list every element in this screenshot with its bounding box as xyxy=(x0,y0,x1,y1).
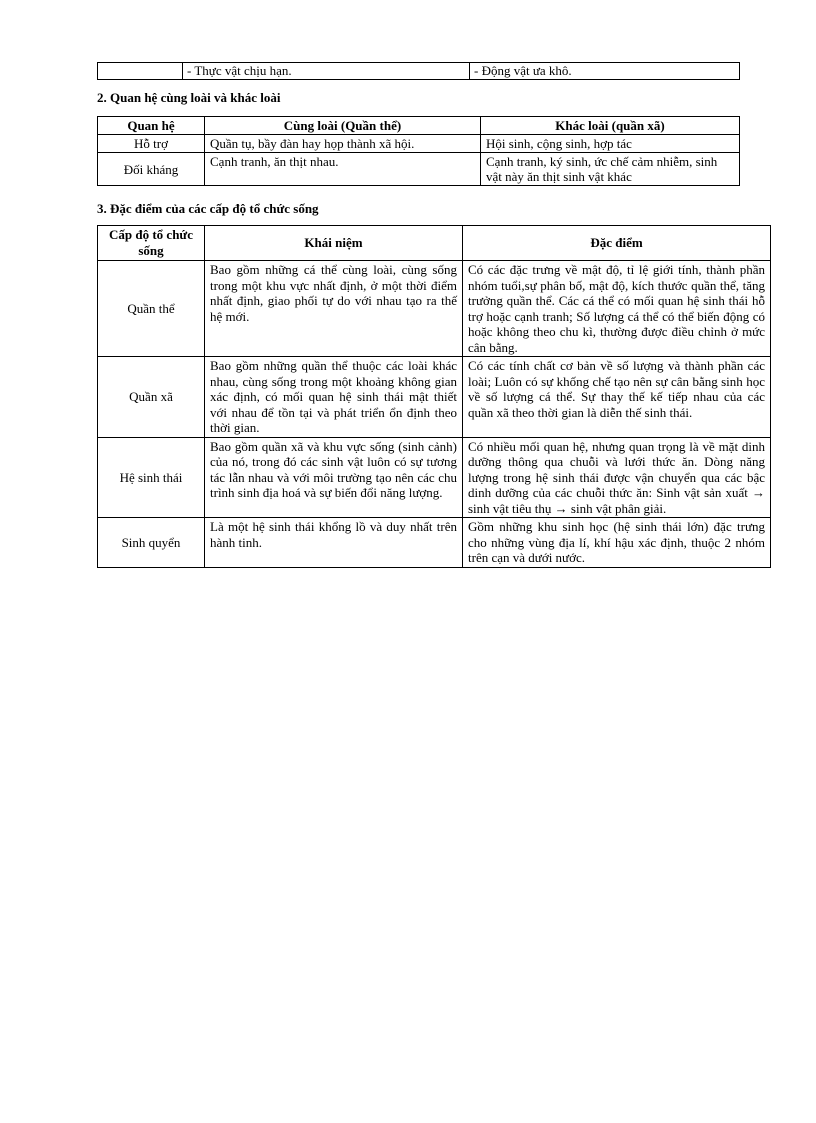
concept-cell: Bao gồm những quần thể thuộc các loài khác nhau, cùng sống trong một khoảng không gian xác định, có mối quan hệ sinh thái mật thiết với nhau để tồn tại và phát triển ổn định theo thời gian. xyxy=(205,357,463,438)
column-header: Đặc điểm xyxy=(463,226,771,261)
level-cell: Quần thể xyxy=(98,261,205,357)
relation-cell: Hỗ trợ xyxy=(98,135,205,153)
table-row xyxy=(98,518,771,568)
relation-cell: Đối kháng xyxy=(98,153,205,186)
level-cell: Quần xã xyxy=(98,357,205,438)
table-cell: - Thực vật chịu hạn. xyxy=(183,63,470,80)
table-row xyxy=(98,437,771,518)
table-cell: - Động vật ưa khô. xyxy=(470,63,740,80)
features-cell: Có nhiều mối quan hệ, nhưng quan trọng là về mặt dinh dưỡng thông qua chuỗi và lưới thức ăn. Dòng năng lượng trong hệ sinh thái được vận chuyển qua các bậc dinh dưỡng của các chuỗi thức ăn: Sinh vật sản xuất → sinh vật tiêu thụ → sinh vật phân giải. xyxy=(463,437,771,518)
table-row xyxy=(98,63,740,80)
table-row xyxy=(98,135,740,153)
level-cell: Hệ sinh thái xyxy=(98,437,205,518)
column-header: Cùng loài (Quần thể) xyxy=(205,117,481,135)
section-heading: 3. Đặc điểm của các cấp độ tổ chức sống xyxy=(97,201,319,216)
concept-cell: Bao gồm quần xã và khu vực sống (sinh cảnh) của nó, trong đó các sinh vật luôn có sự tương tác lẫn nhau và với môi trường tạo nên các chu trình sinh địa hoá và sự biến đổi năng lượng. xyxy=(205,437,463,518)
column-header: Cấp độ tổ chức sống xyxy=(98,226,205,261)
concept-cell: Là một hệ sinh thái khổng lồ và duy nhất trên hành tinh. xyxy=(205,518,463,568)
table-header-row xyxy=(98,117,740,135)
table-row xyxy=(98,153,740,186)
relationship-table xyxy=(97,116,740,186)
table-cell: Quần tụ, bầy đàn hay họp thành xã hội. xyxy=(205,135,481,153)
continuation-table xyxy=(97,62,740,80)
table-cell: Cạnh tranh, ăn thịt nhau. xyxy=(205,153,481,186)
column-header: Khác loài (quần xã) xyxy=(481,117,740,135)
section-heading: 2. Quan hệ cùng loài và khác loài xyxy=(97,90,281,105)
table-row xyxy=(98,357,771,438)
features-cell: Có các tính chất cơ bản về số lượng và thành phần các loài; Luôn có sự khống chế tạo nên sự cân bằng sinh học về số lượng cá thể. Sự thay thế kế tiếp nhau của các quần xã theo thời gian là diễn thế sinh thái. xyxy=(463,357,771,438)
column-header: Quan hệ xyxy=(98,117,205,135)
table-header-row xyxy=(98,226,771,261)
table-cell: Hội sinh, cộng sinh, hợp tác xyxy=(481,135,740,153)
column-header: Khái niệm xyxy=(205,226,463,261)
features-cell: Có các đặc trưng về mật độ, tỉ lệ giới tính, thành phần nhóm tuổi,sự phân bố, mật độ, kích thước quần thể, tăng trưởng quần thể. Các cá thể có mối quan hệ sinh thái hỗ trợ hoặc cạnh tranh; Số lượng cá thể có thể biến động có hoặc không theo chu kì, thường được điều chỉnh ở mức cân bằng. xyxy=(463,261,771,357)
table-row xyxy=(98,261,771,357)
concept-cell: Bao gồm những cá thể cùng loài, cùng sống trong một khu vực nhất định, ở một thời điểm nhất định, giao phối tự do với nhau tạo ra thế hệ mới. xyxy=(205,261,463,357)
table-cell: Cạnh tranh, ký sinh, ức chế cảm nhiễm, sinh vật này ăn thịt sinh vật khác xyxy=(481,153,740,186)
organization-levels-table xyxy=(97,225,771,568)
table-cell-empty xyxy=(98,63,183,80)
features-cell: Gồm những khu sinh học (hệ sinh thái lớn) đặc trưng cho những vùng địa lí, khí hậu xác định, thuộc 2 nhóm trên cạn và dưới nước. xyxy=(463,518,771,568)
level-cell: Sinh quyển xyxy=(98,518,205,568)
